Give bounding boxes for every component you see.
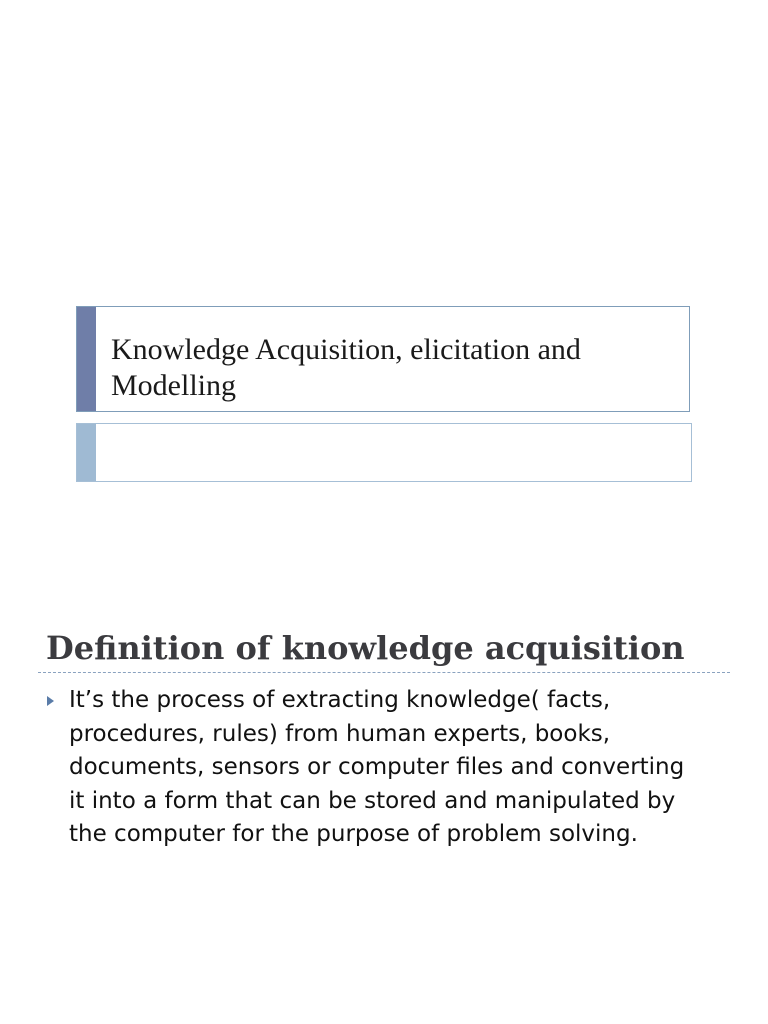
title-box — [76, 306, 690, 412]
slide-title: Knowledge Acquisition, elicitation and Modelling — [111, 333, 581, 402]
subtitle-accent-bar — [77, 424, 96, 481]
subtitle-box — [76, 423, 692, 482]
section-heading: Definition of knowledge acquisition — [46, 629, 685, 667]
bullet-item: It’s the process of extracting knowledge( facts, procedures, rules) from human experts, books, documents, sensors or computer files and converting it into a form that can be stored and manipulated by the computer for the purpose of problem solving. — [69, 687, 685, 847]
heading-divider — [38, 672, 730, 673]
triangle-right-icon — [47, 696, 54, 706]
title-accent-bar — [77, 307, 96, 411]
